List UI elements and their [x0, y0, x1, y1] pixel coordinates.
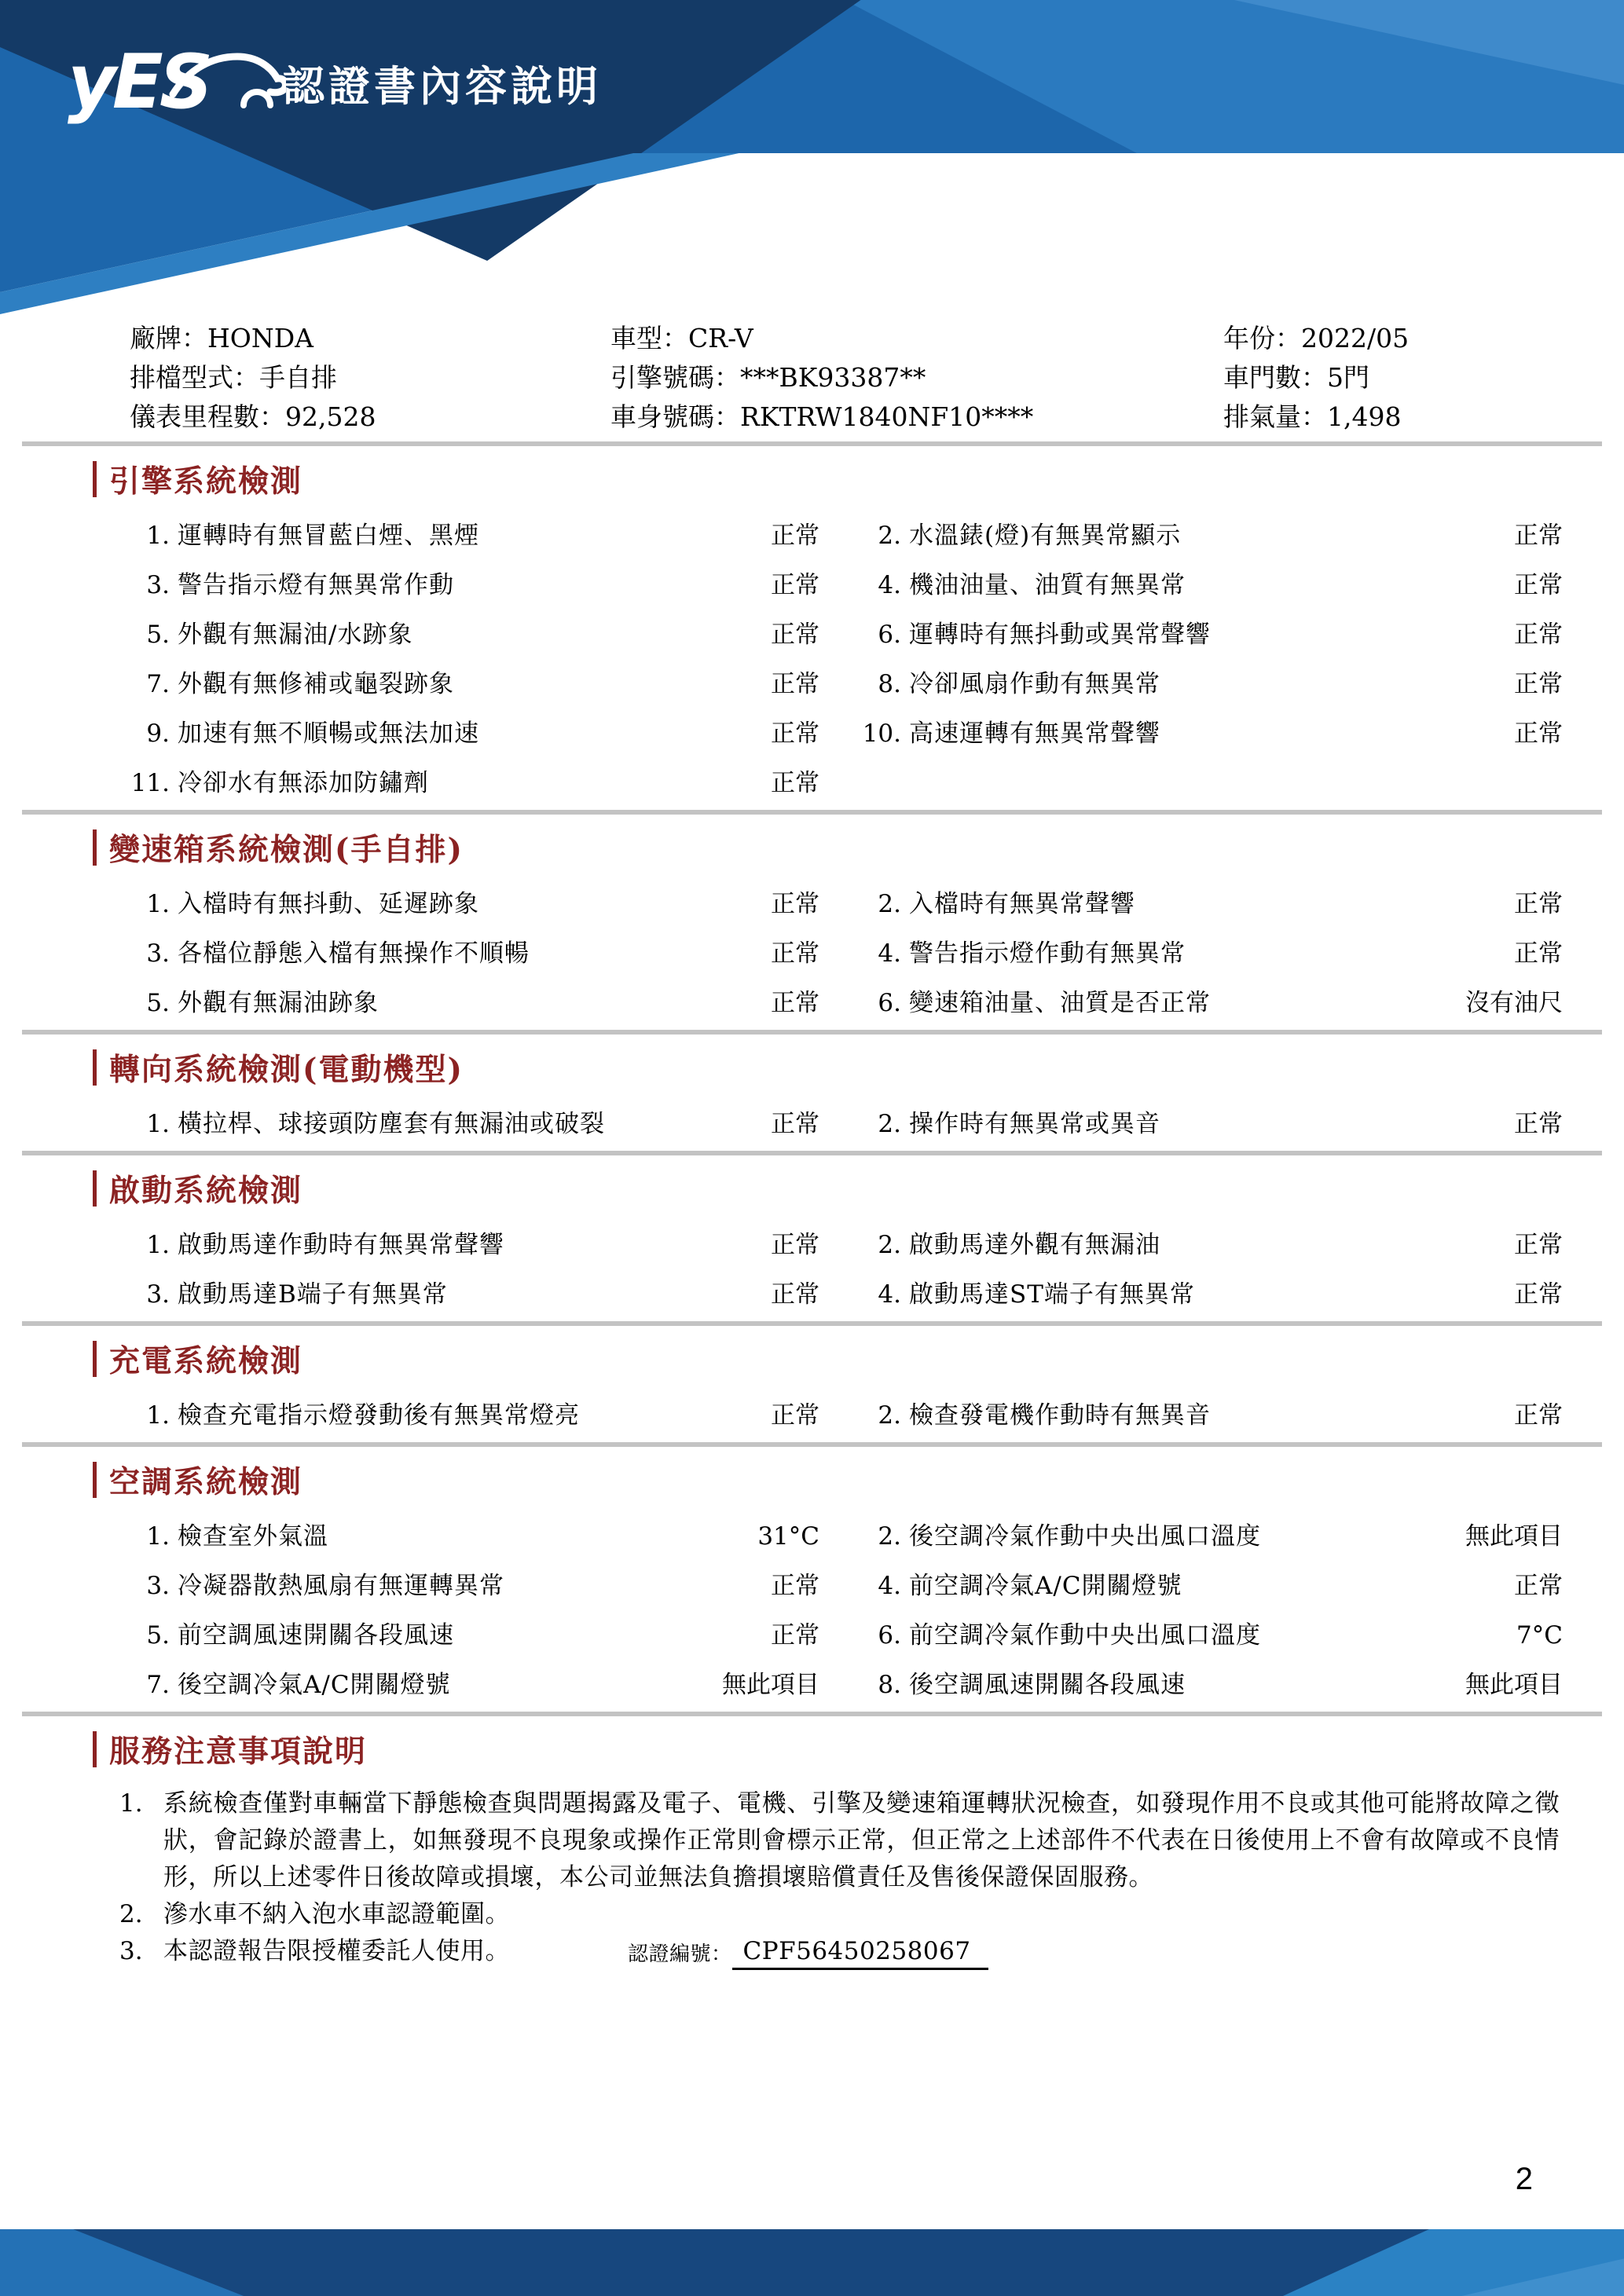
inspection-row [124, 987, 1563, 1019]
section-items [124, 888, 1563, 1019]
inspection-row [124, 888, 1563, 920]
section-divider [22, 1321, 1602, 1326]
brand-block [68, 36, 602, 130]
section-header [93, 827, 1624, 868]
note-number: 3. [119, 1937, 143, 1965]
item-number: 11. [130, 769, 170, 797]
inspection-row [124, 1570, 1563, 1602]
page-number: 2 [1515, 2162, 1533, 2196]
inspection-row [124, 619, 1563, 650]
item-number: 6. [878, 989, 901, 1017]
page-title: 認證書內容說明 [283, 64, 602, 110]
item-result: 正常 [1514, 1110, 1563, 1138]
item-number: 5. [146, 989, 170, 1017]
section-title: 服務注意事項說明 [109, 1734, 368, 1770]
item-label: 啟動馬達作動時有無異常聲響 [178, 1231, 504, 1259]
item-result: 正常 [771, 1401, 819, 1430]
info-engine-no: 引擎號碼：***BK93387** [610, 362, 926, 393]
item-label: 冷卻水有無添加防鏽劑 [178, 769, 429, 797]
item-label: 警告指示燈有無異常作動 [178, 571, 454, 599]
item-result: 正常 [1514, 522, 1563, 550]
item-result: 31°C [757, 1522, 819, 1551]
item-label: 後空調冷氣作動中央出風口溫度 [909, 1522, 1261, 1551]
item-number: 4. [878, 1572, 901, 1600]
section-header [93, 1338, 1624, 1379]
item-number: 6. [878, 1621, 901, 1650]
item-number: 2. [878, 1231, 901, 1259]
item-label: 運轉時有無冒藍白煙、黑煙 [178, 522, 479, 550]
item-label: 各檔位靜態入檔有無操作不順暢 [178, 939, 530, 968]
item-label: 加速有無不順暢或無法加速 [178, 720, 479, 748]
item-label: 高速運轉有無異常聲響 [909, 720, 1160, 748]
item-label: 前空調風速開關各段風速 [178, 1621, 454, 1650]
item-label: 入檔時有無異常聲響 [909, 890, 1135, 918]
item-result: 正常 [771, 522, 819, 550]
item-number: 4. [878, 1280, 901, 1309]
item-label: 前空調冷氣作動中央出風口溫度 [909, 1621, 1261, 1650]
section-title: 轉向系統檢測(電動機型) [109, 1052, 464, 1088]
item-result: 正常 [771, 1231, 819, 1259]
info-transmission: 排檔型式：手自排 [130, 362, 337, 393]
item-label: 啟動馬達外觀有無漏油 [909, 1231, 1160, 1259]
inspection-row [124, 1400, 1563, 1431]
section-accent-bar [93, 1462, 97, 1498]
item-number: 8. [878, 670, 901, 698]
inspection-row [124, 1279, 1563, 1310]
info-vin: 車身號碼：RKTRW1840NF10**** [610, 401, 1034, 432]
item-number: 4. [878, 939, 901, 968]
item-result: 正常 [1514, 939, 1563, 968]
certificate-number-label: 認證編號： [628, 1943, 732, 1966]
section-items [124, 1229, 1563, 1310]
note-item [119, 1896, 1560, 1933]
item-label: 外觀有無漏油跡象 [178, 989, 379, 1017]
item-result: 正常 [1514, 720, 1563, 748]
item-label: 變速箱油量、油質是否正常 [909, 989, 1211, 1017]
document-body [0, 441, 1624, 1970]
info-displacement: 排氣量：1,498 [1223, 401, 1402, 432]
item-number: 1. [146, 1401, 170, 1430]
info-model: 車型：CR-V [610, 323, 753, 353]
item-number: 9. [146, 720, 170, 748]
section-accent-bar [93, 829, 97, 866]
item-number: 2. [878, 1401, 901, 1430]
note-text: 本認證報告限授權委託人使用。 [163, 1937, 510, 1965]
item-number: 3. [146, 939, 170, 968]
section-divider [22, 1442, 1602, 1447]
item-label: 外觀有無漏油/水跡象 [178, 621, 413, 649]
item-label: 警告指示燈作動有無異常 [909, 939, 1186, 968]
item-result: 正常 [771, 1280, 819, 1309]
section-header [93, 1168, 1624, 1209]
item-number: 1. [146, 522, 170, 550]
yes-logo [68, 36, 266, 130]
section-title: 空調系統檢測 [109, 1464, 303, 1500]
vehicle-info-row [130, 319, 1569, 358]
section-divider [22, 1712, 1602, 1716]
section-accent-bar [93, 1049, 97, 1086]
item-result: 正常 [771, 769, 819, 797]
item-result: 正常 [1514, 670, 1563, 698]
item-label: 檢查發電機作動時有無異音 [909, 1401, 1211, 1430]
info-year: 年份：2022/05 [1223, 323, 1410, 353]
item-label: 後空調風速開關各段風速 [909, 1671, 1186, 1699]
item-result: 無此項目 [1465, 1522, 1563, 1551]
inspection-row [124, 1521, 1563, 1552]
item-label: 檢查充電指示燈發動後有無異常燈亮 [178, 1401, 580, 1430]
item-number: 2. [878, 522, 901, 550]
inspection-row [124, 1669, 1563, 1701]
section-header [93, 1047, 1624, 1088]
item-number: 1. [146, 1110, 170, 1138]
item-number [856, 767, 901, 799]
item-number: 5. [146, 1621, 170, 1650]
section-title: 變速箱系統檢測(手自排) [109, 832, 464, 868]
item-result: 正常 [771, 720, 819, 748]
item-result: 正常 [771, 890, 819, 918]
section-items [124, 520, 1563, 799]
info-mileage: 儀表里程數：92,528 [130, 401, 376, 432]
inspection-row [124, 569, 1563, 601]
item-number: 3. [146, 571, 170, 599]
section-header [93, 459, 1624, 500]
item-number: 1. [146, 1231, 170, 1259]
section-charging [0, 1338, 1624, 1431]
info-doors: 車門數：5門 [1223, 362, 1369, 393]
section-service-notes [0, 1729, 1624, 1970]
item-result: 正常 [1514, 1231, 1563, 1259]
section-steering [0, 1047, 1624, 1140]
inspection-row [124, 1620, 1563, 1651]
vehicle-info-row [130, 397, 1569, 437]
item-number: 4. [878, 571, 901, 599]
item-number: 8. [878, 1671, 901, 1699]
item-result: 正常 [1514, 1280, 1563, 1309]
section-divider [22, 1151, 1602, 1155]
section-starter [0, 1168, 1624, 1310]
section-header [93, 1729, 1624, 1770]
inspection-row [124, 1108, 1563, 1140]
item-number: 10. [862, 720, 901, 748]
item-number: 2. [878, 890, 901, 918]
note-number: 1. [119, 1789, 143, 1818]
note-text: 系統檢查僅對車輛當下靜態檢查與問題揭露及電子、電機、引擎及變速箱運轉狀況檢查，如發現作用不良或其他可能將故障之徵狀，會記錄於證書上，如無發現不良現象或操作正常則會標示正常，但正常之上述部件不代表在日後使用上不會有故障或不良情形，所以上述零件日後故障或損壞，本公司並無法負擔損壞賠償責任及售後保證保固服務。 [163, 1789, 1560, 1891]
car-outline-icon [168, 33, 286, 130]
section-accent-bar [93, 1731, 97, 1767]
section-accent-bar [93, 1170, 97, 1207]
yes-logo-text: yES [68, 39, 210, 126]
item-label: 冷卻風扇作動有無異常 [909, 670, 1160, 698]
item-number: 1. [146, 890, 170, 918]
section-title: 充電系統檢測 [109, 1343, 303, 1379]
item-result: 正常 [771, 939, 819, 968]
item-label: 運轉時有無抖動或異常聲響 [909, 621, 1211, 649]
item-label: 橫拉桿、球接頭防塵套有無漏油或破裂 [178, 1110, 605, 1138]
item-result: 正常 [771, 1110, 819, 1138]
item-result: 無此項目 [722, 1671, 819, 1699]
section-header [93, 1459, 1624, 1500]
item-result: 正常 [1514, 1401, 1563, 1430]
item-number: 7. [146, 1671, 170, 1699]
notes-list [119, 1785, 1560, 1970]
item-label: 操作時有無異常或異音 [909, 1110, 1160, 1138]
item-result: 正常 [1514, 621, 1563, 649]
item-result: 正常 [771, 621, 819, 649]
vehicle-info-row [130, 358, 1569, 397]
item-label: 啟動馬達ST端子有無異常 [909, 1280, 1195, 1309]
inspection-row [124, 718, 1563, 749]
item-result: 正常 [771, 1572, 819, 1600]
note-number: 2. [119, 1900, 143, 1928]
section-title: 啟動系統檢測 [109, 1173, 303, 1209]
section-divider [22, 1030, 1602, 1034]
item-label: 入檔時有無抖動、延遲跡象 [178, 890, 479, 918]
section-accent-bar [93, 1341, 97, 1377]
inspection-row [124, 1229, 1563, 1261]
item-label: 冷凝器散熱風扇有無運轉異常 [178, 1572, 504, 1600]
note-item [119, 1785, 1560, 1896]
item-label: 檢查室外氣溫 [178, 1522, 328, 1551]
item-label: 後空調冷氣A/C開關燈號 [178, 1671, 451, 1699]
certificate-number-value: CPF56450258067 [732, 1935, 988, 1970]
vehicle-info [130, 319, 1569, 437]
section-ac [0, 1459, 1624, 1701]
section-title: 引擎系統檢測 [109, 463, 303, 500]
item-result: 正常 [771, 989, 819, 1017]
page-footer [0, 2229, 1624, 2296]
item-label: 啟動馬達B端子有無異常 [178, 1280, 448, 1309]
inspection-row [124, 938, 1563, 969]
item-number: 3. [146, 1572, 170, 1600]
item-result: 7°C [1516, 1621, 1563, 1650]
item-label [909, 767, 1555, 799]
item-number: 7. [146, 670, 170, 698]
section-divider [22, 810, 1602, 815]
item-number: 5. [146, 621, 170, 649]
inspection-row [124, 520, 1563, 551]
item-result: 正常 [1514, 571, 1563, 599]
item-label: 機油油量、油質有無異常 [909, 571, 1186, 599]
item-number: 6. [878, 621, 901, 649]
item-number: 2. [878, 1522, 901, 1551]
item-result: 無此項目 [1465, 1671, 1563, 1699]
section-items [124, 1521, 1563, 1701]
section-engine [0, 459, 1624, 799]
item-result: 正常 [1514, 890, 1563, 918]
item-result: 正常 [1514, 1572, 1563, 1600]
item-number: 3. [146, 1280, 170, 1309]
section-accent-bar [93, 461, 97, 497]
item-label: 前空調冷氣A/C開關燈號 [909, 1572, 1182, 1600]
item-result: 正常 [771, 670, 819, 698]
inspection-row [124, 668, 1563, 700]
note-item [119, 1933, 1560, 1970]
section-items [124, 1400, 1563, 1431]
certificate-number-block [628, 1935, 988, 1970]
item-result: 正常 [771, 1621, 819, 1650]
page-header [0, 0, 1624, 314]
section-divider [22, 441, 1602, 446]
section-items [124, 1108, 1563, 1140]
info-brand: 廠牌：HONDA [130, 323, 313, 353]
item-number: 2. [878, 1110, 901, 1138]
section-transmission [0, 827, 1624, 1019]
item-label: 水溫錶(燈)有無異常顯示 [909, 522, 1182, 550]
note-text-wrap [163, 1933, 1560, 1970]
item-result: 沒有油尺 [1465, 989, 1563, 1017]
item-number: 1. [146, 1522, 170, 1551]
item-result: 正常 [771, 571, 819, 599]
item-label: 外觀有無修補或龜裂跡象 [178, 670, 454, 698]
inspection-row [124, 767, 1563, 799]
note-text: 滲水車不納入泡水車認證範圍。 [163, 1900, 510, 1928]
